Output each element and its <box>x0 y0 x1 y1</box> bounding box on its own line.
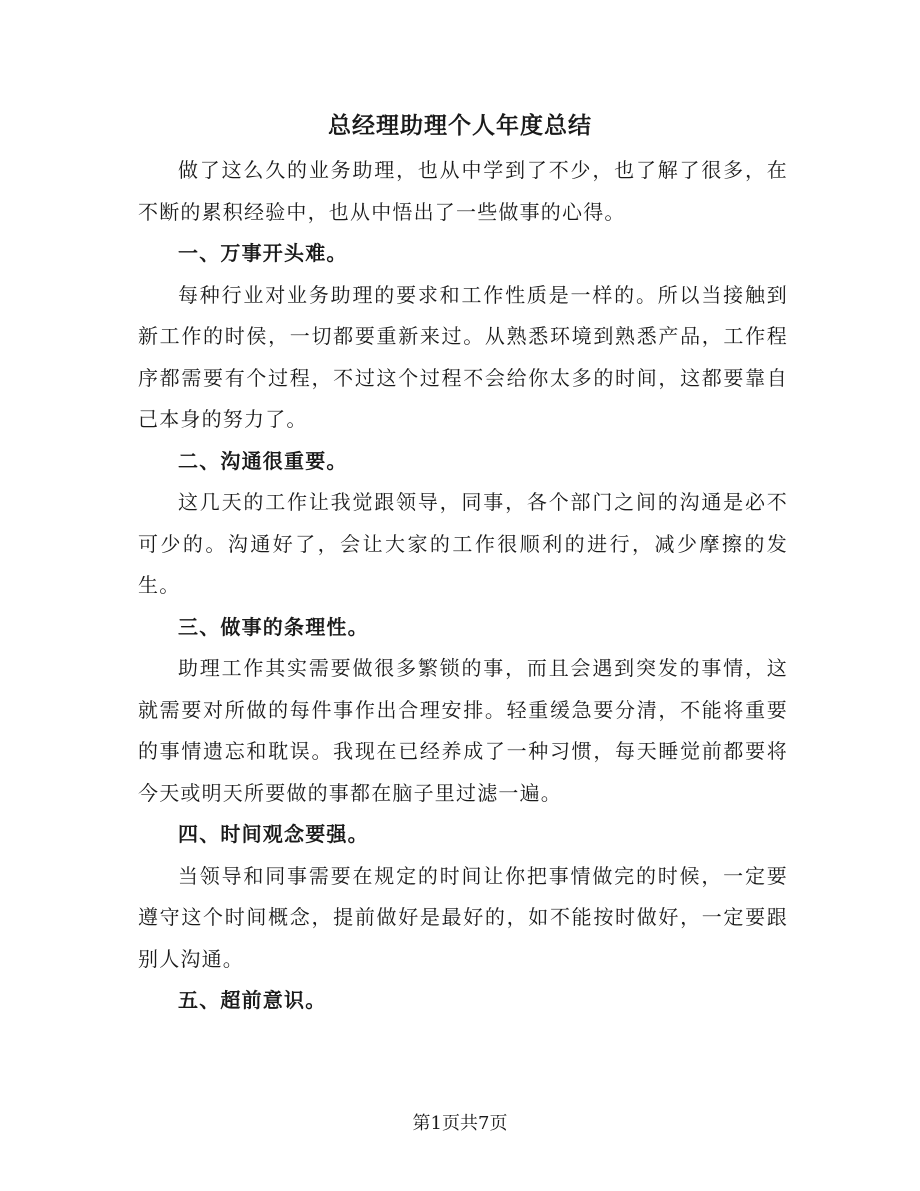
section-2-paragraph: 这几天的工作让我觉跟领导，同事，各个部门之间的沟通是必不可少的。沟通好了，会让大家的工作很顺利的进行，减少摩擦的发生。 <box>138 490 788 597</box>
section-3-paragraph: 助理工作其实需要做很多繁锁的事，而且会遇到突发的事情，这就需要对所做的每件事作出合理安排。轻重缓急要分清，不能将重要的事情遗忘和耽误。我现在已经养成了一种习惯，每天睡觉前都要将今天或明天所要做的事都在脑子里过滤一遍。 <box>138 656 788 805</box>
page-footer: 第1页共7页 <box>412 1113 508 1134</box>
section-5-heading: 五、超前意识。 <box>178 988 327 1012</box>
intro-paragraph: 做了这么久的业务助理，也从中学到了不少，也了解了很多，在不断的累积经验中，也从中悟出了一些做事的心得。 <box>138 158 788 224</box>
section-1-paragraph: 每种行业对业务助理的要求和工作性质是一样的。所以当接触到新工作的时侯，一切都要重新来过。从熟悉环境到熟悉产品，工作程序都需要有个过程，不过这个过程不会给你太多的时间，这都要靠自己本身的努力了。 <box>138 282 788 431</box>
section-4-heading: 四、时间观念要强。 <box>178 822 369 846</box>
section-2-heading: 二、沟通很重要。 <box>178 448 348 473</box>
document-body <box>138 150 788 1022</box>
section-3-heading: 三、做事的条理性。 <box>178 614 369 639</box>
document-title: 总经理助理个人年度总结 <box>328 112 592 139</box>
section-1-heading: 一、万事开头难。 <box>178 241 348 265</box>
section-4-paragraph: 当领导和同事需要在规定的时间让你把事情做完的时候，一定要遵守这个时间概念，提前做好是最好的，如不能按时做好，一定要跟别人沟通。 <box>138 863 788 971</box>
